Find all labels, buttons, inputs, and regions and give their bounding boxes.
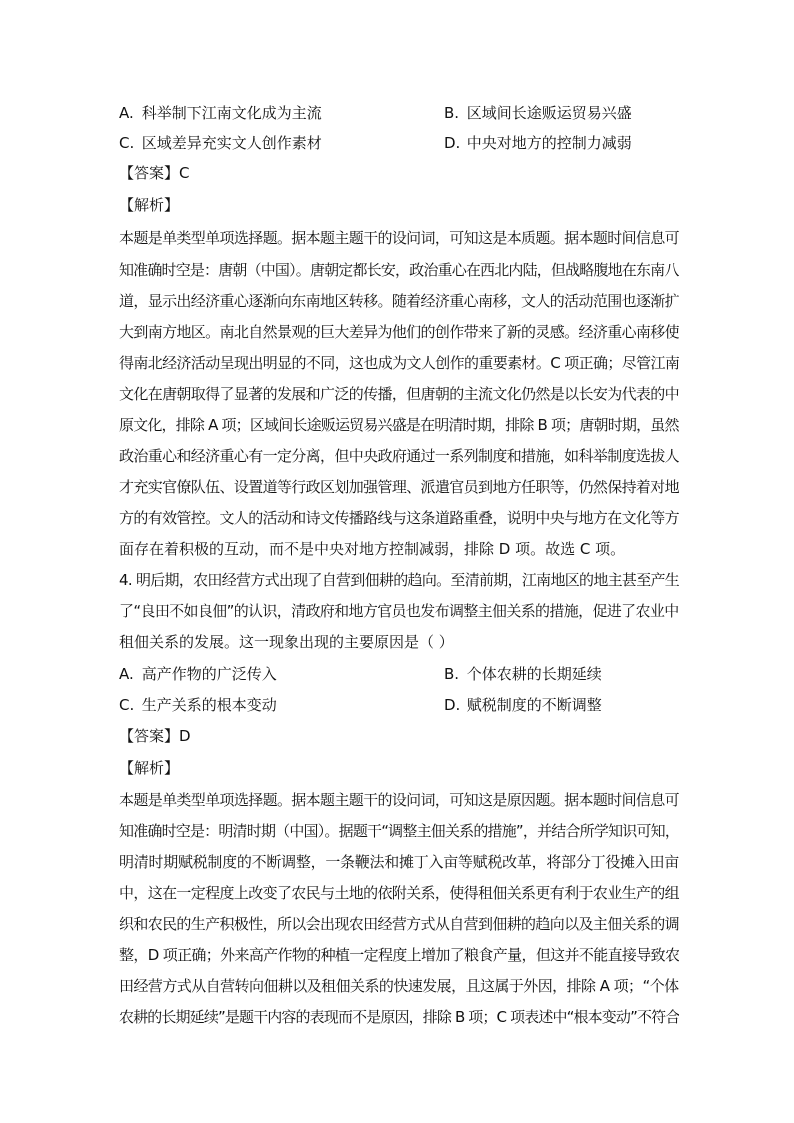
q3-analysis-line: 政治重心和经济重心有一定分离，但中央政府通过一系列制度和措施，如科举制度选拔人 <box>119 447 679 465</box>
q4-analysis-line: 织和农民的生产积极性，所以会出现农田经营方式从自营到佃耕的趋向以及主佃关系的调 <box>119 915 679 933</box>
option-text: 区域差异充实文人创作素材 <box>141 134 322 152</box>
option-letter: A. <box>119 665 134 683</box>
option-letter: C. <box>119 696 135 714</box>
q3-analysis-line: 知准确时空是：唐朝（中国）。唐朝定都长安，政治重心在西北内陆，但战略腹地在东南八 <box>119 261 679 279</box>
option-letter: B. <box>444 665 460 683</box>
option-text: 科举制下江南文化成为主流 <box>141 104 322 122</box>
option-letter: B. <box>444 104 460 122</box>
q3-analysis-line: 文化在唐朝取得了显著的发展和广泛的传播，但唐朝的主流文化仍然是以长安为代表的中 <box>119 385 679 403</box>
q4-analysis-line: 明清时期赋税制度的不断调整，一条鞭法和摊丁入亩等赋税改革，将部分丁役摊入田亩 <box>119 853 679 871</box>
q3-analysis-line: 本题是单类型单项选择题。据本题主题干的设问词，可知这是本质题。据本题时间信息可 <box>119 229 679 247</box>
option-letter: D. <box>444 134 461 152</box>
q3-analysis-line: 才充实官僚队伍、设置道等行政区划加强管理、派遣官员到地方任职等，仍然保持着对地 <box>119 478 679 496</box>
option-text: 生产关系的根本变动 <box>141 696 277 714</box>
q3-analysis-line: 方的有效管控。文人的活动和诗文传播路线与这条道路重叠，说明中央与地方在文化等方 <box>119 509 679 527</box>
q4-option-c <box>119 695 277 715</box>
option-text: 区域间长途贩运贸易兴盛 <box>466 104 632 122</box>
q3-analysis-line: 原文化，排除 A 项；区域间长途贩运贸易兴盛是在明清时期，排除 B 项；唐朝时期，虽然 <box>119 416 679 434</box>
option-text: 个体农耕的长期延续 <box>466 665 602 683</box>
q4-option-a <box>119 664 277 684</box>
q4-stem-line: 租佃关系的发展。这一现象出现的主要原因是（ ） <box>119 633 454 651</box>
option-letter: C. <box>119 134 135 152</box>
q4-option-b <box>444 664 602 684</box>
q3-option-c <box>119 133 322 153</box>
q4-analysis-line: 本题是单类型单项选择题。据本题主题干的设问词，可知这是原因题。据本题时间信息可 <box>119 791 679 809</box>
q3-option-a <box>119 103 322 123</box>
option-letter: D. <box>444 696 461 714</box>
q3-option-d <box>444 133 632 153</box>
option-text: 赋税制度的不断调整 <box>466 696 602 714</box>
q4-answer: 【答案】D <box>119 727 191 745</box>
q4-stem-line: 4. 明后期，农田经营方式出现了自营到佃耕的趋向。至清前期，江南地区的地主甚至产生 <box>119 571 679 589</box>
q4-analysis-line: 整，D 项正确；外来高产作物的种植一定程度上增加了粮食产量，但这并不能直接导致农 <box>119 946 679 964</box>
q3-analysis-label: 【解析】 <box>119 196 180 214</box>
q3-analysis-line: 面存在着积极的互动，而不是中央对地方控制减弱，排除 D 项。故选 C 项。 <box>119 540 626 558</box>
option-text: 高产作物的广泛传入 <box>141 665 277 683</box>
q4-analysis-line: 中，这在一定程度上改变了农民与土地的依附关系，使得租佃关系更有利于农业生产的组 <box>119 884 679 902</box>
q3-analysis-line: 道，显示出经济重心逐渐向东南地区转移。随着经济重心南移，文人的活动范围也逐渐扩 <box>119 292 679 310</box>
q3-answer: 【答案】C <box>119 164 190 182</box>
q4-analysis-label: 【解析】 <box>119 759 180 777</box>
option-letter: A. <box>119 104 134 122</box>
q3-analysis-line: 大到南方地区。南北自然景观的巨大差异为他们的创作带来了新的灵感。经济重心南移使 <box>119 323 679 341</box>
q3-analysis-line: 得南北经济活动呈现出明显的不同，这也成为文人创作的重要素材。C 项正确；尽管江南 <box>119 354 679 372</box>
option-text: 中央对地方的控制力减弱 <box>466 134 632 152</box>
q4-analysis-line: 知准确时空是：明清时期（中国）。据题干“调整主佃关系的措施”，并结合所学知识可知， <box>119 822 679 840</box>
q4-analysis-line: 农耕的长期延续”是题干内容的表现而不是原因，排除 B 项；C 项表述中“根本变动”不符合 <box>119 1008 679 1026</box>
q4-stem-line: 了“良田不如良佃”的认识，清政府和地方官员也发布调整主佃关系的措施，促进了农业中 <box>119 602 679 620</box>
q3-option-b <box>444 103 632 123</box>
q4-option-d <box>444 695 602 715</box>
q4-analysis-line: 田经营方式从自营转向佃耕以及租佃关系的快速发展，且这属于外因，排除 A 项；“个体 <box>119 977 679 995</box>
